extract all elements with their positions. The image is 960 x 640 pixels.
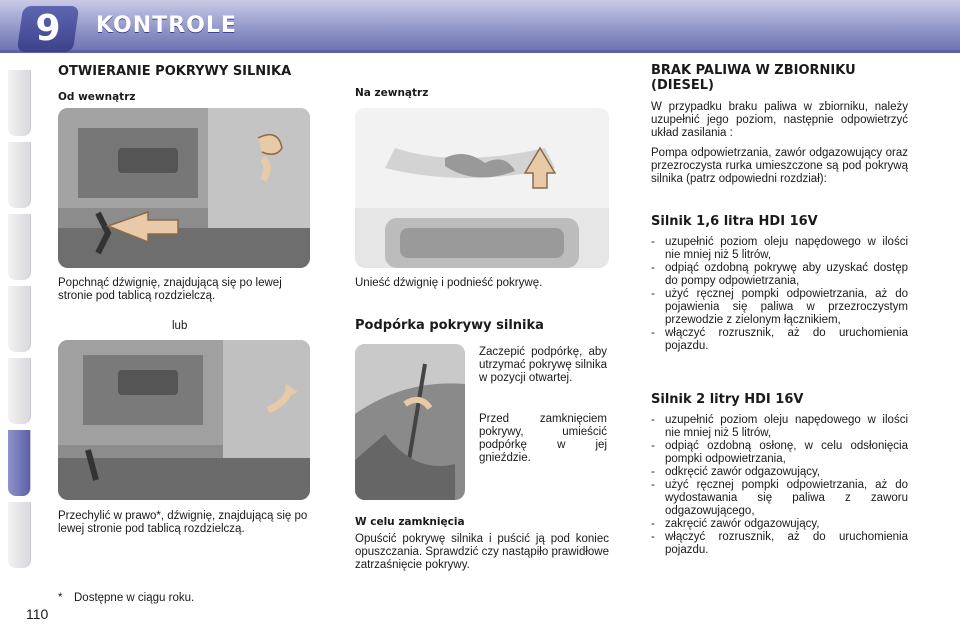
engine-20-step: - uzupełnić poziom oleju napędowego w ilości nie mniej niż 5 litrów, xyxy=(651,414,908,439)
engine-16-steps xyxy=(651,236,908,353)
bleed-components-text: Pompa odpowietrzania, zawór odgazowujący oraz przezroczysta rurka umieszczone są pod pokrywą silnika (patrz odpowiedni rozdział): xyxy=(651,147,908,185)
engine-20-step: - odpiąć ozdobną osłonę, w celu odsłonięcia pompki odpowietrzania, xyxy=(651,440,908,465)
inside-label: Od wewnątrz xyxy=(58,91,136,103)
hood-opening-heading: OTWIERANIE POKRYWY SILNIKA xyxy=(58,64,292,79)
chapter-number: 9 xyxy=(35,8,61,49)
footnote-text: Dostępne w ciągu roku. xyxy=(74,592,195,604)
side-tab[interactable] xyxy=(8,502,31,568)
caption-lift-lever: Unieść dźwignię i podnieść pokrywę. xyxy=(355,277,543,289)
engine-20-step: - użyć ręcznej pompki odpowietrzania, aż do wydostawania się paliwa z zaworu odgazowującego, xyxy=(651,479,908,517)
engine-20-heading: Silnik 2 litry HDI 16V xyxy=(651,392,804,407)
engine-20-step: - zakręcić zawór odgazowujący, xyxy=(651,518,820,530)
closing-text: Opuścić pokrywę silnika i puścić ją pod koniec opuszczania. Sprawdzić czy nastąpiło prawidłowe zatrzaśnięcie pokrywy. xyxy=(355,533,609,571)
engine-16-step: - włączyć rozrusznik, aż do uruchomienia pojazdu. xyxy=(651,327,908,352)
no-fuel-intro: W przypadku braku paliwa w zbiorniku, należy uzupełnić jego poziom, następnie odpowietrzyć układ zasilania : xyxy=(651,101,908,139)
chapter-side-tabs xyxy=(0,70,30,580)
side-tab[interactable] xyxy=(8,286,31,352)
engine-20-step: - odkręcić zawór odgazowujący, xyxy=(651,466,821,478)
hood-support-photo xyxy=(355,344,465,500)
page-number: 110 xyxy=(26,606,49,622)
engine-16-step: - użyć ręcznej pompki odpowietrzania, aż do pojawienia się paliwa w przezroczystym przewodzie z zielonym łącznikiem, xyxy=(651,288,908,326)
no-fuel-heading: BRAK PALIWA W ZBIORNIKU (DIESEL) xyxy=(651,63,856,93)
engine-16-heading: Silnik 1,6 litra HDI 16V xyxy=(651,214,818,229)
engine-16-step: - odpiąć ozdobną pokrywę aby uzyskać dostęp do pompy odpowietrzania, xyxy=(651,262,908,287)
hood-support-heading: Podpórka pokrywy silnika xyxy=(355,318,544,333)
footnote-marker: * xyxy=(58,592,63,604)
engine-20-steps xyxy=(651,414,908,557)
or-label: lub xyxy=(172,320,188,332)
side-tab[interactable] xyxy=(8,214,31,280)
side-tab[interactable] xyxy=(8,70,31,136)
exterior-lever-photo xyxy=(355,108,609,268)
closing-heading: W celu zamknięcia xyxy=(355,516,465,528)
support-instruction-1: Zaczepić podpórkę, aby utrzymać pokrywę silnika w pozycji otwartej. xyxy=(479,346,607,384)
caption-push-lever: Popchnąć dźwignię, znajdującą się po lewej stronie pod tablicą rozdzielczą. xyxy=(58,277,282,302)
header-divider xyxy=(0,50,960,53)
engine-16-step: - uzupełnić poziom oleju napędowego w ilości nie mniej niż 5 litrów, xyxy=(651,236,908,261)
outside-label: Na zewnątrz xyxy=(355,87,429,99)
page-title: KONTROLE xyxy=(96,13,237,38)
side-tab-active[interactable] xyxy=(8,430,31,496)
interior-lever-tilt-photo xyxy=(58,340,310,500)
engine-20-step: - włączyć rozrusznik, aż do uruchomienia pojazdu. xyxy=(651,531,908,556)
caption-tilt-lever: Przechylić w prawo*, dźwignię, znajdującą się po lewej stronie pod tablicą rozdzielczą. xyxy=(58,510,308,535)
support-instruction-2: Przed zamknięciem pokrywy, umieścić podpórkę w jej gnieździe. xyxy=(479,413,607,464)
side-tab[interactable] xyxy=(8,142,31,208)
interior-lever-photo xyxy=(58,108,310,268)
side-tab[interactable] xyxy=(8,358,31,424)
